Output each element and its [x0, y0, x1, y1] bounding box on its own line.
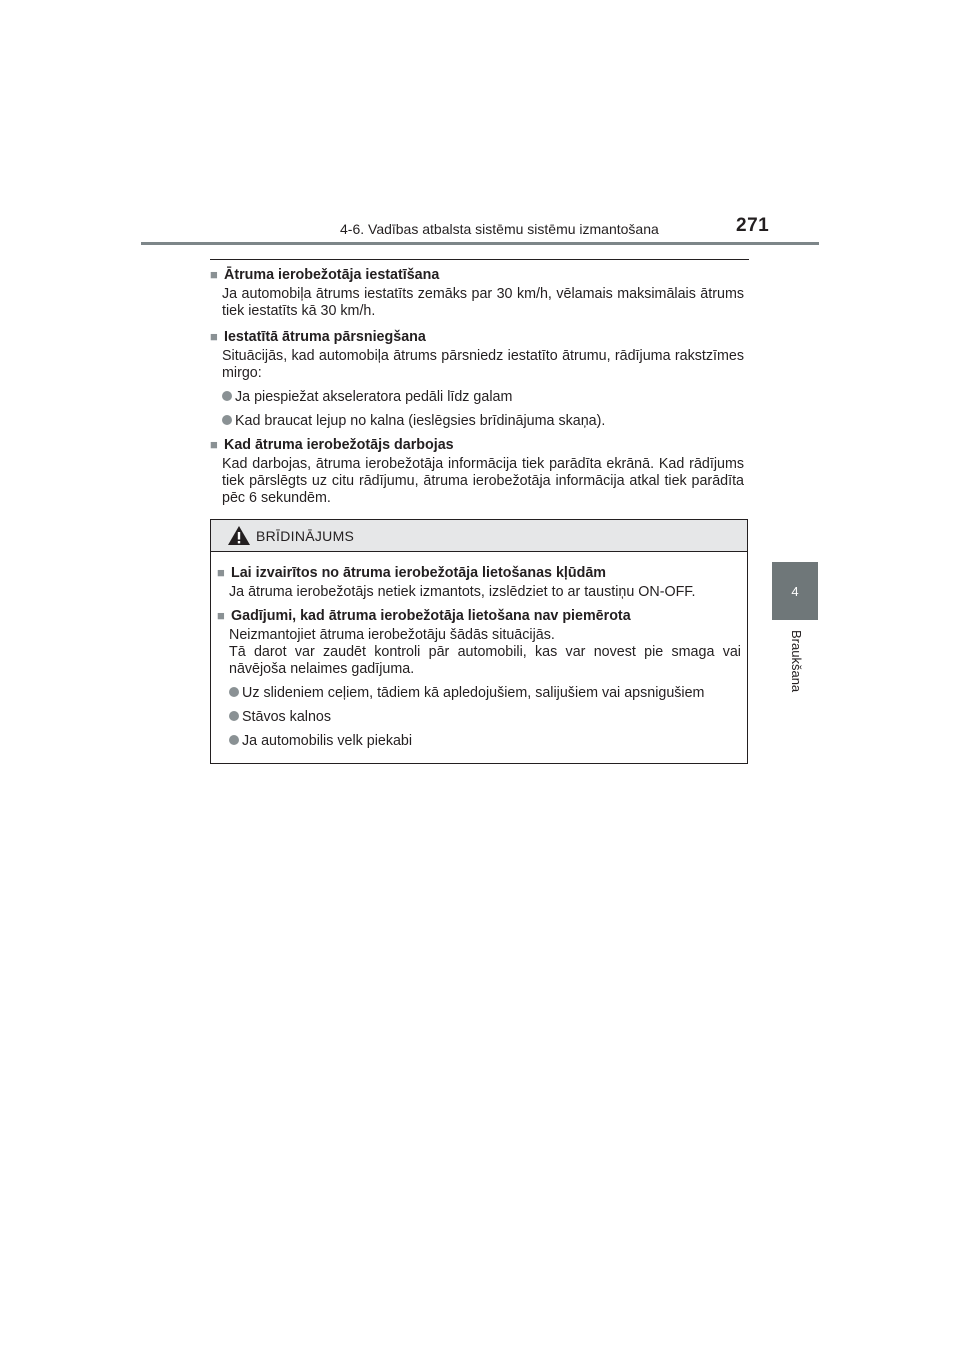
- list-item: [222, 389, 749, 406]
- section-heading: [210, 436, 749, 454]
- header-divider: [141, 242, 819, 245]
- square-bullet-icon: ■: [217, 565, 225, 580]
- warning-section-heading-text: Lai izvairītos no ātruma ierobežotāja lietošanas kļūdām: [231, 565, 607, 581]
- list-item: [222, 413, 749, 430]
- list-item: [229, 709, 747, 726]
- warning-paragraph: Neizmantojiet ātruma ierobežotāju šādās situācijās.: [229, 627, 555, 643]
- list-item: [229, 685, 747, 702]
- section-paragraph: Kad darbojas, ātruma ierobežotāja informācija tiek parādīta ekrānā. Kad rādījums tiek pārslēgts uz citu rādījumu, ātruma ierobežotāja informācija atkal tiek parādīta pēc 6 sekundēm.: [222, 456, 744, 506]
- list-item-text: Kad braucat lejup no kalna (ieslēgsies brīdinājuma skaņa).: [235, 413, 606, 429]
- square-bullet-icon: ■: [210, 437, 218, 452]
- round-bullet-icon: [222, 391, 232, 401]
- round-bullet-icon: [229, 711, 239, 721]
- warning-section-heading: [217, 607, 747, 625]
- section-heading: [210, 266, 749, 284]
- section-heading-text: Ātruma ierobežotāja iestatīšana: [224, 267, 440, 283]
- section-paragraph: Ja automobiļa ātrums iestatīts zemāks par 30 km/h, vēlamais maksimālais ātrums tiek iestatīts kā 30 km/h.: [222, 286, 744, 319]
- round-bullet-icon: [229, 735, 239, 745]
- warning-body: [211, 552, 747, 750]
- square-bullet-icon: ■: [210, 329, 218, 344]
- list-item-text: Stāvos kalnos: [242, 709, 332, 725]
- warning-title: BRĪDINĀJUMS: [256, 527, 355, 544]
- square-bullet-icon: ■: [217, 608, 225, 623]
- square-bullet-icon: ■: [210, 267, 218, 282]
- warning-header: [211, 520, 747, 552]
- list-item-text: Uz slideniem ceļiem, tādiem kā apledojušiem, salijušiem vai apsnigušiem: [242, 685, 705, 701]
- warning-section-heading: [217, 564, 747, 582]
- page-number: 271: [736, 215, 770, 236]
- round-bullet-icon: [229, 687, 239, 697]
- warning-section-heading-text: Gadījumi, kad ātruma ierobežotāja lietošana nav piemērota: [231, 608, 631, 624]
- round-bullet-icon: [222, 415, 232, 425]
- list-item: [229, 733, 747, 750]
- main-content: [210, 266, 749, 507]
- list-item-text: Ja piespiežat akseleratora pedāli līdz galam: [235, 389, 513, 405]
- section-heading-text: Iestatītā ātruma pārsniegšana: [224, 329, 426, 345]
- chapter-number: 4: [791, 583, 799, 599]
- list-item-text: Ja automobilis velk piekabi: [242, 733, 413, 749]
- warning-paragraph: Tā darot var zaudēt kontroli pār automobili, kas var novest pie smaga vai nāvējoša nelaimes gadījuma.: [229, 644, 741, 677]
- page-header-title: 4-6. Vadības atbalsta sistēmu sistēmu izmantošana: [340, 221, 659, 237]
- chapter-label: Braukšana: [789, 630, 804, 693]
- section-heading: [210, 328, 749, 346]
- chapter-tab: [772, 562, 818, 620]
- section-paragraph: Situācijās, kad automobiļa ātrums pārsniedz iestatīto ātrumu, rādījuma rakstzīmes mirgo:: [222, 348, 744, 381]
- warning-paragraph: Ja ātruma ierobežotājs netiek izmantots, izslēdziet to ar taustiņu ON-OFF.: [229, 584, 696, 600]
- section-top-rule: [210, 259, 749, 260]
- warning-triangle-icon: [227, 525, 251, 546]
- section-heading-text: Kad ātruma ierobežotājs darbojas: [224, 437, 454, 453]
- warning-box: [210, 519, 748, 764]
